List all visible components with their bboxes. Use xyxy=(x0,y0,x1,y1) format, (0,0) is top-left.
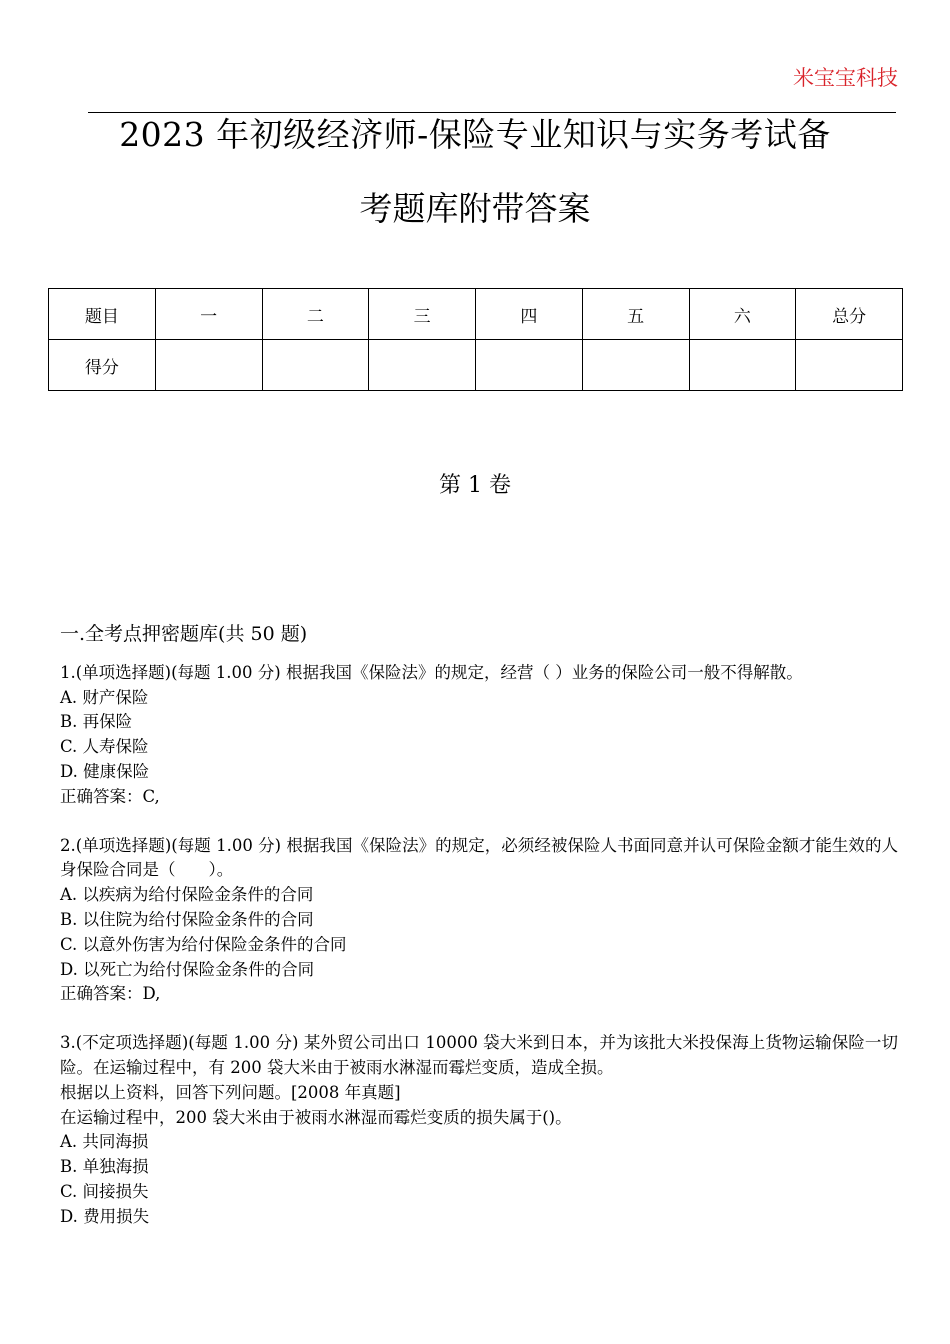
question-option: A. 共同海损 xyxy=(60,1132,149,1152)
score-table-cell xyxy=(476,340,583,391)
question-stem: 3.(不定项选择题)(每题 1.00 分) 某外贸公司出口 10000 袋大米到日本，并为该批大米投保海上货物运输保险一切险。在运输过程中，有 200 袋大米由于被雨水淋湿而霉烂变质，造成全损。 xyxy=(60,1033,898,1077)
question-option: B. 再保险 xyxy=(60,712,133,732)
score-table-cell: 五 xyxy=(582,289,689,340)
question-item xyxy=(60,834,898,1008)
score-table-cell: 得分 xyxy=(49,340,156,391)
score-table-cell: 总分 xyxy=(796,289,903,340)
score-table-cell xyxy=(369,340,476,391)
score-table-cell: 一 xyxy=(155,289,262,340)
score-table-cell xyxy=(689,340,796,391)
score-table-cell: 四 xyxy=(476,289,583,340)
question-option: D. 以死亡为给付保险金条件的合同 xyxy=(60,959,315,979)
question-option: B. 以住院为给付保险金条件的合同 xyxy=(60,909,314,929)
brand-label: 米宝宝科技 xyxy=(793,66,898,90)
score-table-cell: 二 xyxy=(262,289,369,340)
score-table-cell xyxy=(796,340,903,391)
question-item xyxy=(60,661,898,810)
section-title: 一.全考点押密题库(共 50 题) xyxy=(60,623,308,645)
question-option: A. 财产保险 xyxy=(60,687,149,707)
score-table-cell: 题目 xyxy=(49,289,156,340)
document-title-line2: 考题库附带答案 xyxy=(359,189,591,228)
score-table-cell: 三 xyxy=(369,289,476,340)
score-table-cell xyxy=(155,340,262,391)
question-stem: 2.(单项选择题)(每题 1.00 分) 根据我国《保险法》的规定，必须经被保险人书面同意并认可保险金额才能生效的人身保险合同是（ ）。 xyxy=(60,835,898,880)
question-option: D. 健康保险 xyxy=(60,761,150,781)
question-answer: 正确答案：C, xyxy=(60,786,160,806)
document-title-line1: 2023 年初级经济师-保险专业知识与实务考试备 xyxy=(119,115,831,154)
question-context: 在运输过程中，200 袋大米由于被雨水淋湿而霉烂变质的损失属于()。 xyxy=(60,1107,572,1127)
question-item xyxy=(60,1031,898,1229)
score-table-header-row xyxy=(49,289,903,340)
question-list xyxy=(60,622,898,1254)
question-answer: 正确答案：D, xyxy=(60,984,161,1004)
question-context: 根据以上资料，回答下列问题。[2008 年真题] xyxy=(60,1082,401,1102)
score-table-cell xyxy=(262,340,369,391)
question-option: C. 间接损失 xyxy=(60,1181,149,1201)
score-table xyxy=(48,288,903,391)
question-stem: 1.(单项选择题)(每题 1.00 分) 根据我国《保险法》的规定，经营（ ）业务的保险公司一般不得解散。 xyxy=(60,662,803,682)
score-table-score-row xyxy=(49,340,903,391)
score-table-cell xyxy=(582,340,689,391)
question-option: C. 人寿保险 xyxy=(60,737,149,757)
volume-heading: 第 1 卷 xyxy=(439,473,511,498)
question-option: C. 以意外伤害为给付保险金条件的合同 xyxy=(60,934,347,954)
score-table-cell: 六 xyxy=(689,289,796,340)
question-option: D. 费用损失 xyxy=(60,1206,150,1226)
question-option: A. 以疾病为给付保险金条件的合同 xyxy=(60,885,314,905)
question-option: B. 单独海损 xyxy=(60,1157,149,1177)
